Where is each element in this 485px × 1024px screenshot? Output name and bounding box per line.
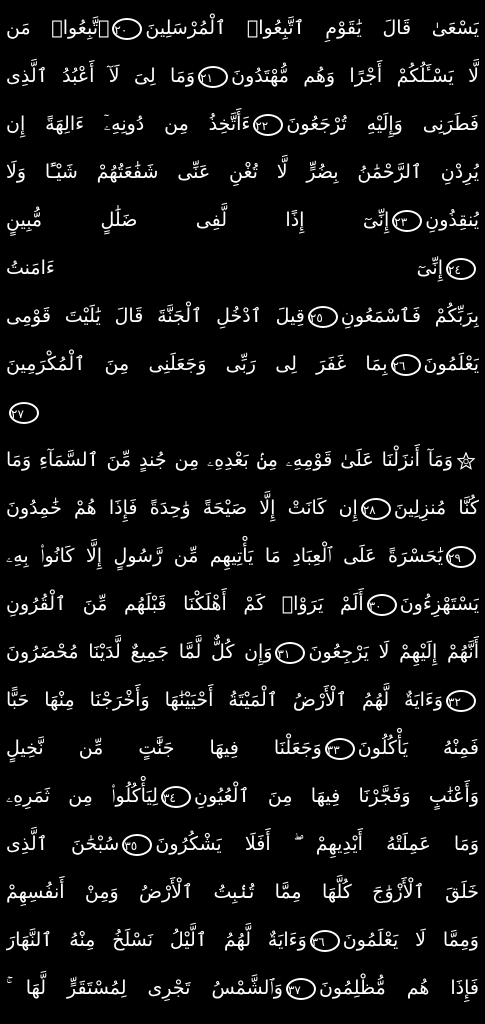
verse-number-marker: ٣١ bbox=[275, 642, 305, 664]
verse-number-marker: ٢٢ bbox=[253, 114, 283, 136]
verse-text: لَّا يَسْـَٔلُكُمْ أَجْرًا وَهُم مُّهْتَدُونَ bbox=[231, 65, 479, 87]
verse-number-marker: ٢٣ bbox=[392, 210, 422, 232]
verse-line bbox=[6, 676, 479, 724]
verse-line bbox=[6, 148, 479, 196]
verse-text: فَإِذَا هُم مُّظْلِمُونَ bbox=[318, 977, 479, 999]
verse-text: أَلَمْ يَرَوْا۟ كَمْ أَهْلَكْنَا قَبْلَهُم مِّنَ ٱلْقُرُونِ bbox=[6, 593, 364, 615]
verse-text: يَعْلَمُونَ bbox=[423, 353, 479, 375]
verse-text: فَمِنْهُ يَأْكُلُونَ bbox=[357, 737, 479, 759]
verse-number-marker: ٣٤ bbox=[161, 786, 191, 808]
verse-line bbox=[6, 772, 479, 820]
hizb-star-icon bbox=[457, 452, 475, 470]
verse-line bbox=[6, 340, 479, 388]
verse-text: يَسْعَىٰ قَالَ يَٰقَوْمِ ٱتَّبِعُوا۟ ٱلْمُرْسَلِينَ bbox=[145, 17, 479, 39]
verse-text: وَٱلشَّمْسُ تَجْرِى لِمُسْتَقَرٍّ لَّهَا ۚ bbox=[6, 977, 283, 999]
verse-text: يُرِدْنِ ٱلرَّحْمَٰنُ بِضُرٍّ لَّا تُغْنِ عَنِّى شَفَٰعَتُهُمْ شَيْـًٔا وَلَا bbox=[6, 161, 479, 183]
verse-number-marker: ٢٥ bbox=[308, 306, 338, 328]
verse-text: وَأَعْنَٰبٍ وَفَجَّرْنَا فِيهَا مِنَ ٱلْعُيُونِ bbox=[193, 785, 479, 807]
verse-line bbox=[6, 244, 479, 292]
verse-text: وَجَعَلْنَا فِيهَا جَنَّٰتٍ مِّن نَّخِيلٍ bbox=[6, 737, 322, 759]
verse-text: بِرَبِّكُمْ فَٱسْمَعُونِ bbox=[340, 305, 479, 327]
verse-text: فَطَرَنِى وَإِلَيْهِ تُرْجَعُونَ bbox=[286, 113, 479, 135]
verse-line bbox=[6, 628, 479, 676]
verse-number-marker: ٢٨ bbox=[361, 498, 391, 520]
verse-number-marker: ٢٤ bbox=[446, 258, 476, 280]
verse-number-marker: ٢٠ bbox=[112, 18, 142, 40]
verse-text: لِيَأْكُلُوا۟ مِن ثَمَرِهِۦ bbox=[6, 785, 158, 807]
verse-text: ٱتَّبِعُوا۟ مَن bbox=[6, 17, 110, 39]
verse-text: يَٰحَسْرَةً عَلَى ٱلْعِبَادِ مَا يَأْتِيهِم مِّن رَّسُولٍ إِلَّا كَانُوا۟ بِهِۦ bbox=[6, 545, 443, 567]
verse-text: يُنقِذُونِ bbox=[425, 209, 479, 231]
verse-line bbox=[6, 964, 479, 1012]
verse-line bbox=[6, 916, 479, 964]
verse-line bbox=[6, 484, 479, 532]
verse-line bbox=[6, 724, 479, 772]
verse-text: وَءَايَةٌ لَّهُمُ ٱلَّيْلُ نَسْلَخُ مِنْهُ ٱلنَّهَارَ bbox=[6, 929, 307, 951]
verse-text: يَسْتَهْزِءُونَ bbox=[399, 593, 479, 615]
verse-line bbox=[6, 100, 479, 148]
verse-text: وَمَا لِىَ لَآ أَعْبُدُ ٱلَّذِى bbox=[6, 65, 196, 87]
verse-text: أَنَّهُمْ إِلَيْهِمْ لَا يَرْجِعُونَ bbox=[308, 641, 479, 663]
verse-line bbox=[6, 868, 479, 916]
verse-line bbox=[6, 532, 479, 580]
verse-text: سُبْحَٰنَ ٱلَّذِى bbox=[6, 833, 120, 855]
verse-text: خَلَقَ ٱلْأَزْوَٰجَ كُلَّهَا مِمَّا تُنۢبِتُ ٱلْأَرْضُ وَمِنْ أَنفُسِهِمْ bbox=[6, 881, 479, 903]
verse-number-marker: ٢٧ bbox=[9, 402, 39, 424]
verse-number-marker: ٢١ bbox=[198, 66, 228, 88]
verse-text: إِنِّىٓ ءَامَنتُ bbox=[6, 257, 443, 279]
verse-line bbox=[6, 196, 479, 244]
verse-line bbox=[6, 292, 479, 340]
verse-line bbox=[6, 4, 479, 52]
verse-text: وَمَآ أَنزَلْنَا عَلَىٰ قَوْمِهِۦ مِنۢ بَعْدِهِۦ مِن جُندٍ مِّنَ ٱلسَّمَآءِ وَمَا bbox=[6, 449, 453, 471]
verse-line bbox=[6, 52, 479, 100]
verse-number-marker: ٢٦ bbox=[391, 354, 421, 376]
verse-number-marker: ٣٣ bbox=[325, 738, 355, 760]
verse-line bbox=[6, 580, 479, 628]
verse-line bbox=[6, 820, 479, 868]
verse-text: وَءَايَةٌ لَّهُمُ ٱلْأَرْضُ ٱلْمَيْتَةُ أَحْيَيْنَٰهَا وَأَخْرَجْنَا مِنْهَا حَبًّا bbox=[6, 689, 443, 711]
verse-text: قِيلَ ٱدْخُلِ ٱلْجَنَّةَ قَالَ يَٰلَيْتَ قَوْمِى bbox=[6, 305, 305, 327]
verse-number-marker: ٣٧ bbox=[286, 978, 316, 1000]
verse-text: وَمِمَّا لَا يَعْلَمُونَ bbox=[342, 929, 479, 951]
verse-text: وَإِن كُلٌّ لَّمَّا جَمِيعٌ لَّدَيْنَا مُحْضَرُونَ bbox=[6, 641, 273, 663]
verse-line bbox=[6, 388, 479, 436]
verse-text: بِمَا غَفَرَ لِى رَبِّى وَجَعَلَنِى مِنَ ٱلْمُكْرَمِينَ bbox=[6, 353, 388, 375]
verse-number-marker: ٣٠ bbox=[367, 594, 397, 616]
verse-number-marker: ٣٦ bbox=[310, 930, 340, 952]
verse-text: إِن كَانَتْ إِلَّا صَيْحَةً وَٰحِدَةً فَإِذَا هُمْ خَٰمِدُونَ bbox=[6, 497, 358, 519]
verse-text: ءَأَتَّخِذُ مِن دُونِهِۦٓ ءَالِهَةً إِن bbox=[6, 113, 251, 135]
verse-number-marker: ٢٩ bbox=[446, 546, 476, 568]
verse-line bbox=[6, 436, 479, 484]
verse-text: كُنَّا مُنزِلِينَ bbox=[393, 497, 479, 519]
verse-text: إِنِّىٓ إِذًا لَّفِى ضَلَٰلٍ مُّبِينٍ bbox=[6, 209, 390, 231]
verse-number-marker: ٣٢ bbox=[446, 690, 476, 712]
verse-number-marker: ٣٥ bbox=[122, 834, 152, 856]
verse-text: وَمَا عَمِلَتْهُ أَيْدِيهِمْ ۖ أَفَلَا يَشْكُرُونَ bbox=[155, 833, 479, 855]
